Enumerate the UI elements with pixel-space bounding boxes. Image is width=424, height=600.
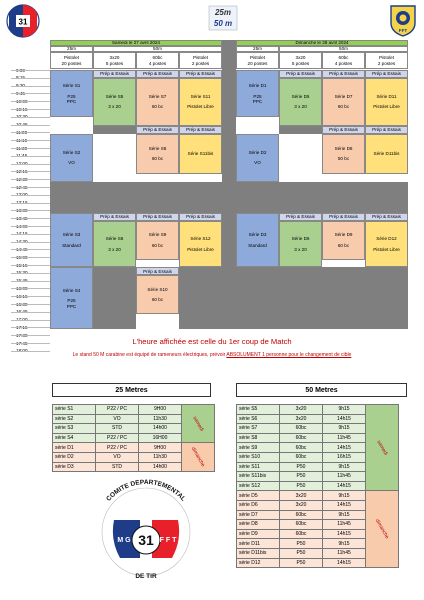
table-cell: série S11 (237, 462, 280, 472)
sat-s11bis-title: Série S11bis (187, 151, 214, 157)
sun-col-3x20 (279, 52, 322, 69)
sun-d12-title: Série D12 (376, 236, 397, 242)
sat-prep-60bc-3: Prép & Essais (136, 213, 179, 221)
sun-afternoon-closed (236, 267, 408, 329)
sun-d7-line2: 60 bc (337, 104, 350, 110)
time-gridline (11, 195, 50, 196)
sun-prep-60bc-3: Prép & Essais (322, 213, 365, 221)
sun-d11-block (365, 78, 408, 126)
sat-s8-line2: 60 bc (151, 156, 164, 162)
sat-s6-title: Série S6 (105, 236, 124, 242)
sat-prep-60bc-2: Prép & Essais (136, 126, 179, 134)
table-cell: 11h30 (139, 452, 182, 462)
table-cell: 60bc (280, 510, 323, 520)
time-gridline (11, 125, 50, 126)
notice-subline-underlined: ABSOLUMENT 1 personne pour le changement de cible (226, 352, 352, 358)
sat-s7-line2: 60 bc (151, 104, 164, 110)
sat-s4-line2: P25 (67, 298, 76, 304)
table-cell: 14h00 (139, 462, 182, 472)
sun-prep-pl-2: Prép & Essais (365, 126, 408, 134)
notice-subline (0, 352, 424, 358)
sunday-label-text: dimanche (373, 518, 391, 541)
table-cell: P22 / PC (96, 405, 139, 415)
table-row (53, 443, 215, 453)
sat-s11bis-block (179, 134, 222, 174)
sat-range-50: 50m (93, 46, 222, 52)
saturday-title: Samedi le 27 avril 2024 (50, 40, 222, 46)
time-label: 16:00 (16, 285, 28, 291)
sun-d3-block (236, 213, 279, 267)
sun-d1-block (236, 70, 279, 117)
time-label: 10:30 (16, 114, 28, 120)
sat-prep-60bc-1: Prép & Essais (136, 70, 179, 78)
sat-col1-line1: 3x20 (109, 55, 120, 61)
table-cell: série D9 (237, 529, 280, 539)
sun-d11-title: Série D11 (376, 94, 397, 100)
table-cell: série D1 (53, 443, 96, 453)
time-label: 16:45 (16, 309, 28, 315)
time-label: 10:00 (16, 98, 28, 104)
time-label: 9:00 (16, 67, 25, 73)
sun-d9-line2: 60 bc (337, 242, 350, 248)
time-label: 14:30 (16, 239, 28, 245)
sat-s11-line2: Pistolet Libre (187, 104, 214, 110)
time-label: 12:15 (16, 168, 28, 174)
table-cell: 60bc (280, 443, 323, 453)
sat-col-pistolet25 (50, 52, 93, 69)
sun-d5-line2: 3 x 20 (294, 104, 307, 110)
sun-d11bis-block (365, 134, 408, 174)
sun-col-pistolet50 (365, 52, 408, 69)
time-gridline (11, 273, 50, 274)
sun-lunch-break (236, 182, 408, 213)
stamp-left-text: M G (117, 537, 131, 544)
table-cell: 9h15 (323, 491, 366, 501)
time-label: 14:00 (16, 223, 28, 229)
table-cell: série S5 (237, 405, 280, 415)
table-cell: 11h30 (139, 414, 182, 424)
time-label: 16:30 (16, 301, 28, 307)
sun-col3-line2: 2 postes (377, 60, 396, 66)
time-label: 10:15 (16, 106, 28, 112)
sun-col2-line2: 4 postes (334, 60, 353, 66)
table-cell: 11h45 (323, 433, 366, 443)
sun-range-50: 50m (279, 46, 408, 52)
sat-col3-line1: Pistolet (192, 55, 209, 61)
sat-s3-block (50, 213, 93, 267)
sun-d12-block (365, 221, 408, 268)
sat-s5-title: Série S5 (105, 94, 124, 100)
time-gridline (11, 117, 50, 118)
sat-s9-title: Série S9 (148, 232, 167, 238)
sat-s4-block (50, 267, 93, 329)
sun-d1-line3: PPC (252, 98, 263, 104)
sat-prep-60bc-4: Prép & Essais (136, 267, 179, 275)
table-cell: série D11 (237, 539, 280, 549)
time-label: 10:45 (16, 122, 28, 128)
time-gridline (11, 281, 50, 282)
sat-col-3x20 (93, 52, 136, 69)
table-cell: série S7 (237, 424, 280, 434)
time-label: 13:00 (16, 192, 28, 198)
sat-s9-block (136, 221, 179, 260)
sun-d2-block (236, 134, 279, 182)
sun-col0-line1: Pistolet (249, 55, 266, 61)
time-label: 14:15 (16, 231, 28, 237)
table-cell: 9h15 (323, 539, 366, 549)
time-gridline (11, 234, 50, 235)
sun-col3-line1: Pistolet (378, 55, 395, 61)
time-gridline (11, 164, 50, 165)
sat-col3-line2: 2 postes (191, 60, 210, 66)
sun-d2-title: Série D2 (248, 149, 267, 155)
table-cell: 60bc (280, 424, 323, 434)
table-cell: P22 / PC (96, 433, 139, 443)
sat-s2-block (50, 134, 93, 182)
sat-col0-line2: 20 postes (61, 60, 82, 66)
table-cell: 14h15 (323, 481, 366, 491)
table-cell: P50 (280, 558, 323, 568)
sat-s7-title: Série S7 (148, 94, 167, 100)
sat-prep-pl-1: Prép & Essais (179, 70, 222, 78)
table-cell: série D12 (237, 558, 280, 568)
table-cell: 60bc (280, 452, 323, 462)
time-label: 17:45 (16, 340, 28, 346)
table-cell: série D11bis (237, 548, 280, 558)
sun-prep-3x20-3: Prép & Essais (279, 213, 322, 221)
time-label: 11:30 (16, 145, 28, 151)
sunday-label-text: dimanche (189, 446, 207, 469)
time-label: 13:15 (16, 200, 28, 206)
sat-s3-title: Série S3 (62, 232, 81, 238)
table-cell: 9h15 (323, 424, 366, 434)
sat-s6-line2: 3 x 20 (108, 246, 121, 252)
notice-headline: L'heure affichée est celle du 1er coup de Match (132, 337, 292, 346)
sun-d9-block (322, 221, 365, 260)
stamp-top-text: COMITE DEPARTEMENTAL (105, 478, 187, 503)
sat-s9-line2: 60 bc (151, 242, 164, 248)
logo-left-text: 31 (18, 17, 28, 27)
table-row (53, 405, 215, 415)
sunday-title: Dimanche le 28 avril 2024 (236, 40, 408, 46)
table-cell: STD (96, 424, 139, 434)
time-label: 15:45 (16, 278, 28, 284)
saturday-label (182, 405, 215, 443)
sun-col0-line2: 20 postes (247, 60, 268, 66)
table-cell: série S2 (53, 414, 96, 424)
table-cell: série D3 (53, 462, 96, 472)
table-cell: 14h00 (139, 424, 182, 434)
sun-d2-line2: VO (254, 160, 261, 166)
sun-d3-line2: Standard (248, 242, 267, 248)
sun-d12-line2: Pistolet Libre (373, 246, 400, 252)
stamp-right-text: F F T (159, 537, 177, 544)
sat-col0-line1: Pistolet (63, 55, 80, 61)
sat-s6-block (93, 221, 136, 268)
sun-d11-line2: Pistolet Libre (373, 104, 400, 110)
sun-d8-line2: 50 bc (337, 156, 350, 162)
table-cell: P50 (280, 481, 323, 491)
sat-prep-3x20-3: Prép & Essais (93, 213, 136, 221)
sunday-label (182, 443, 215, 472)
time-gridline (11, 156, 50, 157)
sat-s12-block (179, 221, 222, 268)
table-cell: série S11bis (237, 472, 280, 482)
table-cell: série S8 (237, 433, 280, 443)
notice-subline-text: Le stand 50 M carabine est équipé de rameneurs électriques, prévoir (72, 352, 227, 358)
sun-d11bis-title: Série D11bis (373, 151, 400, 157)
saturday-label-text: samedi (191, 415, 205, 433)
sun-range-25: 25m (236, 46, 279, 52)
saturday-label (366, 405, 399, 491)
table-cell: 11h45 (323, 548, 366, 558)
table25-title: 25 Metres (52, 383, 211, 397)
time-label: 15:15 (16, 262, 28, 268)
time-label: 12:30 (16, 176, 28, 182)
table-cell: série S10 (237, 452, 280, 462)
time-label: 9:45 (16, 90, 25, 96)
sun-d3-title: Série D3 (248, 232, 267, 238)
time-label: 11:00 (16, 129, 28, 135)
table-cell: 3x20 (280, 491, 323, 501)
table-cell: STD (96, 462, 139, 472)
time-label: 13:30 (16, 207, 28, 213)
sun-prep-3x20-1: Prép & Essais (279, 70, 322, 78)
time-gridline (11, 242, 50, 243)
sat-s2-line2: VO (68, 160, 75, 166)
table-cell: 9h15 (323, 462, 366, 472)
sat-s10-title: Série S10 (147, 286, 168, 292)
table-cell: série D7 (237, 510, 280, 520)
sat-col1-line2: 5 postes (105, 60, 124, 66)
table-cell: 60bc (280, 529, 323, 539)
table-cell: P50 (280, 548, 323, 558)
sun-prep-pl-1: Prép & Essais (365, 70, 408, 78)
table-25m (52, 404, 215, 472)
time-gridline (11, 320, 50, 321)
logo-mid-line1: 25m (214, 8, 232, 17)
table-cell: série S6 (237, 414, 280, 424)
table50-title: 50 Metres (236, 383, 407, 397)
table-cell: 60bc (280, 520, 323, 530)
sat-3x20-closed (93, 267, 136, 329)
time-gridline (11, 78, 50, 79)
comite-logo (4, 4, 42, 38)
table-cell: 9h15 (323, 510, 366, 520)
sun-d6-block (279, 221, 322, 268)
sat-s7-block (136, 78, 179, 126)
table-cell: 14h15 (323, 443, 366, 453)
logo-mid-line2: 50 m (213, 19, 233, 28)
sun-col1-line1: 3x20 (295, 55, 306, 61)
time-gridline (11, 203, 50, 204)
table-cell: série S3 (53, 424, 96, 434)
sun-d5-block (279, 78, 322, 126)
sat-lunch-break (50, 182, 222, 213)
logo-right-text: FFT (398, 28, 408, 33)
time-label: 17:15 (16, 324, 28, 330)
table-50m (236, 404, 399, 568)
sun-d1-line2: P25 (253, 93, 262, 99)
day-separator (222, 40, 236, 329)
table-cell: 14h15 (323, 529, 366, 539)
sat-range-25: 25m (50, 46, 93, 52)
time-label: 13:45 (16, 215, 28, 221)
time-gridline (11, 86, 50, 87)
table-cell: 3x20 (280, 414, 323, 424)
sat-s5-block (93, 78, 136, 126)
comite-stamp (84, 470, 208, 588)
sun-col-pistolet25 (236, 52, 279, 69)
time-label: 15:30 (16, 270, 28, 276)
sat-prep-3x20-1: Prép & Essais (93, 70, 136, 78)
sat-col-60bc (136, 52, 179, 69)
time-label: 15:00 (16, 254, 28, 260)
table-cell: 14h15 (323, 558, 366, 568)
stamp-number: 31 (138, 532, 154, 548)
time-label: 9:15 (16, 75, 25, 81)
time-label: 18:00 (16, 348, 28, 354)
time-label: 17:00 (16, 317, 28, 323)
table-cell: 60bc (280, 433, 323, 443)
federation-logo (388, 3, 418, 37)
sun-d6-line2: 3 x 20 (294, 246, 307, 252)
table-row (237, 405, 399, 415)
sunday-label (366, 491, 399, 568)
sat-s12-line2: Pistolet Libre (187, 246, 214, 252)
sat-s11-title: Série S11 (190, 94, 211, 100)
sat-col-pistolet50 (179, 52, 222, 69)
sat-s12-title: Série S12 (190, 236, 211, 242)
sat-s8-block (136, 134, 179, 174)
sun-d6-title: Série D6 (291, 236, 310, 242)
table-cell: VO (96, 452, 139, 462)
table-cell: P50 (280, 472, 323, 482)
distance-logo (208, 4, 238, 32)
sat-col2-line1: 60bc (152, 55, 163, 61)
sat-s11-block (179, 78, 222, 126)
sat-s10-block (136, 275, 179, 314)
time-label: 11:45 (16, 153, 28, 159)
sun-prep-pl-3: Prép & Essais (365, 213, 408, 221)
table-cell: 16H00 (139, 433, 182, 443)
table-cell: 11h45 (323, 520, 366, 530)
sat-s1-line3: PPC (66, 98, 77, 104)
sun-d7-block (322, 78, 365, 126)
table-cell: 9H00 (139, 405, 182, 415)
table-cell: 3x20 (280, 405, 323, 415)
sun-prep-60bc-1: Prép & Essais (322, 70, 365, 78)
table-cell: P22 / PC (96, 443, 139, 453)
sat-pistolet-closed (179, 267, 222, 329)
sat-s4-line3: PPC (66, 303, 77, 309)
sat-s10-line2: 60 bc (151, 297, 164, 303)
sat-prep-pl-2: Prép & Essais (179, 126, 222, 134)
table-cell: série D2 (53, 452, 96, 462)
sat-s1-line2: P25 (67, 93, 76, 99)
sun-d5-title: Série D5 (291, 94, 310, 100)
sun-d8-title: Série D8 (334, 145, 353, 151)
time-label: 11:15 (16, 137, 28, 143)
time-label: 17:30 (16, 332, 28, 338)
sat-s5-line2: 3 x 20 (108, 104, 121, 110)
time-label: 14:45 (16, 246, 28, 252)
table-cell: série D6 (237, 500, 280, 510)
sun-d7-title: Série D7 (334, 94, 353, 100)
table-cell: VO (96, 414, 139, 424)
table-cell: 9h15 (323, 405, 366, 415)
sat-s8-title: Série S8 (148, 145, 167, 151)
time-label: 16:15 (16, 293, 28, 299)
sun-col1-line2: 5 postes (291, 60, 310, 66)
table-cell: P50 (280, 539, 323, 549)
sun-prep-60bc-2: Prép & Essais (322, 126, 365, 134)
sun-col2-line1: 60bc (338, 55, 349, 61)
sun-d8-block (322, 134, 365, 174)
time-gridline (11, 312, 50, 313)
sat-s4-title: Série S4 (62, 287, 81, 293)
sat-col2-line2: 4 postes (148, 60, 167, 66)
saturday-label-text: samedi (375, 439, 389, 457)
stamp-bottom-text: DE TIR (135, 573, 157, 580)
table-cell: 14h15 (323, 500, 366, 510)
table-cell: série D8 (237, 520, 280, 530)
table-cell: P50 (280, 462, 323, 472)
time-label: 12:00 (16, 161, 28, 167)
time-label: 12:45 (16, 184, 28, 190)
sun-col-60bc (322, 52, 365, 69)
table-cell: série S12 (237, 481, 280, 491)
time-label: 9:30 (16, 83, 25, 89)
table-cell: 9H00 (139, 443, 182, 453)
table-cell: 16h15 (323, 452, 366, 462)
sun-d1-title: Série D1 (248, 83, 267, 89)
sun-d9-title: Série D9 (334, 232, 353, 238)
sat-s2-title: Série S2 (62, 149, 81, 155)
table-cell: 14h15 (323, 414, 366, 424)
table-row (237, 491, 399, 501)
table-cell: série S1 (53, 405, 96, 415)
sat-s1-title: Série S1 (62, 83, 81, 89)
table-cell: série S9 (237, 443, 280, 453)
table-cell: série D5 (237, 491, 280, 501)
table-cell: série S4 (53, 433, 96, 443)
sat-s3-line2: Standard (62, 242, 81, 248)
sat-prep-pl-3: Prép & Essais (179, 213, 222, 221)
table-cell: 11h45 (323, 472, 366, 482)
table-cell: 3x20 (280, 500, 323, 510)
sat-s1-block (50, 70, 93, 117)
